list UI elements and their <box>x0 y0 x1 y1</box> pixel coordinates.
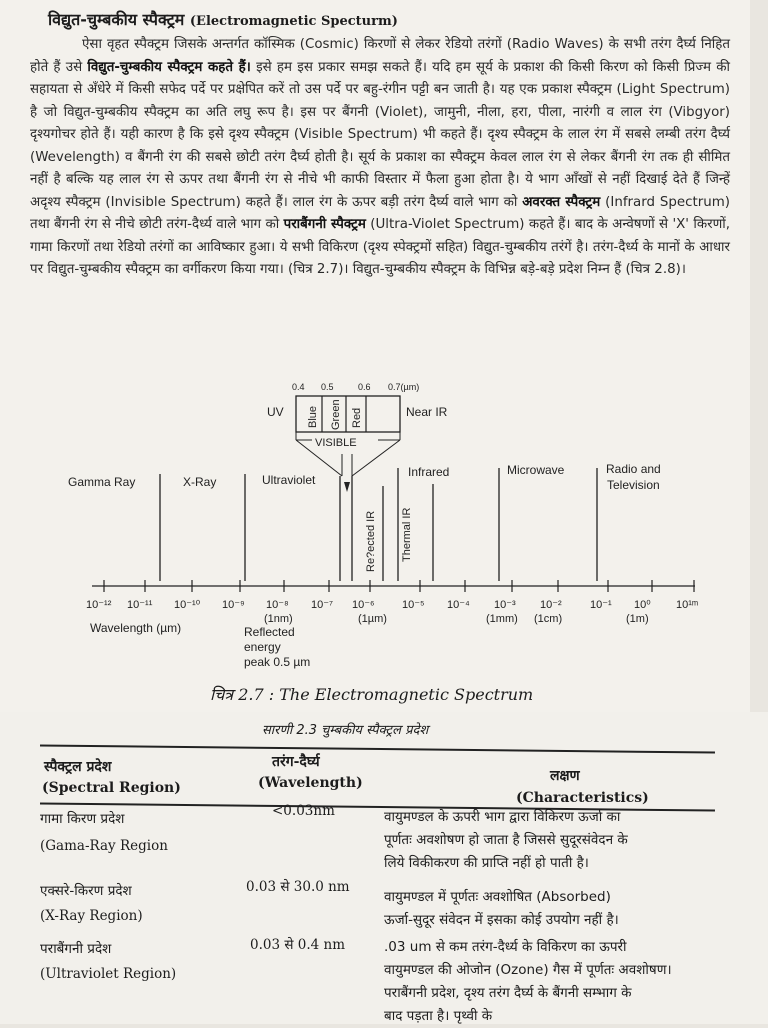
axis-tick-label: 10⁻⁶ <box>352 599 375 611</box>
region-name-hi: गामा किरण प्रदेश <box>40 811 125 827</box>
row-xray-region <box>40 880 143 928</box>
char-line: पूर्णतः अवशोषण हो जाता है जिससे सुदूरसंवेदन के <box>384 832 628 848</box>
axis-tick-label: 10⁻¹ <box>590 599 612 611</box>
axis-tick-label: 10⁰ <box>634 599 651 611</box>
char-line: वायुमण्डल में पूर्णतः अवशोषित (Absorbed) <box>384 889 611 905</box>
row-uv-region <box>40 938 176 986</box>
char-line: पराबैंगनी प्रदेश, दृश्य तरंग दैर्घ्य के बैंगनी सम्भाग के <box>384 985 632 1001</box>
para-text-2: इसे हम इस प्रकार समझ सकते हैं। यदि हम सूर्य के प्रकाश की किसी किरण को किसी प्रिज्म की सहायता से अँधेरे में किसी सफेद पर्दे पर प्रक्षेपित करें तो उस पर्दे पर बहु-रंगीन पट्टी बन जाती है। यह एक प्रकाश स्पैक्ट्रम (Light Spectrum) है जो विद्युत-चुम्बकीय स्पैक्ट्रम का अति लघु रूप है। इस पर बैंगनी (Violet), जामुनी, नीला, हरा, पीला, नारंगी व लाल रंग (Vibgyor) दृश्यगोचर होते हैं। यही कारण है कि इसे दृश्य स्पैक्ट्रम (Visible Spectrum) भी कहते हैं। दृश्य स्पैक्ट्रम के लाल रंग में सबसे लम्बी तरंग दैर्घ्य (Wevelength) व बैंगनी रंग की सबसे छोटी तरंग दैर्घ्य होती है। सूर्य के प्रकाश का स्पैक्ट्रम केवल लाल रंग से लेकर बैंगनी रंग तक ही सीमित नहीं है बल्कि यह लाल रंग से ऊपर तथा बैंगनी रंग से नीचे भी काफी विस्तार में फैला हुआ होता है। ये भाग आँखों से नहीं दिखाई देते हैं जिन्हें अदृश्य स्पैक्ट्रम (Invisible Spectrum) कहते हैं। लाल रंग के ऊपर बड़ी तरंग दैर्घ्य वाले भाग को <box>30 59 730 210</box>
sub-label-1cm: (1cm) <box>534 613 563 625</box>
row-uv-characteristics <box>384 936 672 1028</box>
near-ir-label: Near IR <box>406 405 448 419</box>
para-text-1: ऐसा वृहत स्पैक्ट्रम जिसके अन्तर्गत कॉस्मिक (Cosmic) किरणों से लेकर रेडियो तरंगों (Radio Waves) के सभी तरंग दैर्घ्य निहित होते हैं उसे <box>30 37 730 75</box>
row-gamma-wavelength: <0.03nm <box>272 803 335 819</box>
para-bold-2: अवरक्त स्पैक्ट्रम <box>522 194 601 210</box>
region-radio-1: Radio and <box>606 462 661 476</box>
header-characteristics-hi: लक्षण <box>550 768 580 784</box>
axis-tick-label: 10⁻⁴ <box>447 599 470 611</box>
body-paragraph <box>30 34 730 282</box>
char-line: वायुमण्डल के ऊपरी भाग द्वारा विकिरण ऊर्जा का <box>384 809 621 825</box>
axis-tick-label: 10⁻¹² <box>86 599 112 611</box>
uv-label: UV <box>267 405 284 419</box>
header-region-en: (Spectral Region) <box>42 780 181 796</box>
axis-tick-label: 10⁻⁷ <box>311 599 334 611</box>
top-tick-07: 0.7(µm) <box>388 382 420 392</box>
char-line: ऊर्जा-सुदूर संवेदन में इसका कोई उपयोग नहीं है। <box>384 912 619 928</box>
region-ultraviolet: Ultraviolet <box>262 473 316 487</box>
sub-label-1nm: (1nm) <box>264 613 293 625</box>
header-characteristics-en: (Characteristics) <box>516 790 649 806</box>
reflected-ir-label: Re?ected IR <box>365 510 377 572</box>
region-separators <box>160 468 597 581</box>
thermal-ir-label: Thermal IR <box>401 507 413 562</box>
sub-label-1mm: (1mm) <box>486 613 518 625</box>
axis-tick-label: 10⁻⁸ <box>266 599 289 611</box>
char-line: वायुमण्डल की ओजोन (Ozone) गैस में पूर्णतः अवशोषण। <box>384 962 672 978</box>
reflected-note-3: peak 0.5 µm <box>244 655 311 669</box>
region-name-hi: पराबैंगनी प्रदेश <box>40 941 112 957</box>
sub-label-1um: (1µm) <box>358 613 387 625</box>
row-xray-wavelength: 0.03 से 30.0 nm <box>246 879 350 895</box>
para-bold-3: पराबैंगनी स्पैक्ट्रम <box>283 217 366 232</box>
region-microwave: Microwave <box>507 463 565 477</box>
sub-label-1m: (1m) <box>626 613 649 625</box>
top-tick-06: 0.6 <box>358 382 371 392</box>
visible-arrow-icon <box>344 482 350 492</box>
axis-tick-labels <box>86 599 698 611</box>
region-name-en: (Gama-Ray Region <box>40 838 168 854</box>
para-bold-1: विद्युत-चुम्बकीय स्पैक्ट्रम कहते हैं। <box>87 59 251 75</box>
char-line: .03 um से कम तरंग-दैर्ध्य के विकिरण का ऊपरी <box>384 939 627 955</box>
table-title: सारणी 2.3 चुम्बकीय स्पैक्ट्रल प्रदेश <box>262 723 429 738</box>
axis-tick-label: 10⁻³ <box>494 599 516 611</box>
region-infrared: Infrared <box>408 465 450 479</box>
header-region-hi: स्पैक्ट्रल प्रदेश <box>44 759 112 775</box>
reflected-note-1: Reflected <box>244 625 295 639</box>
band-blue: Blue <box>307 405 319 428</box>
char-line: लिये विकीकरण की प्राप्ति नहीं हो पाती है। <box>384 855 589 871</box>
region-name-hi: एक्सरे-किरण प्रदेश <box>40 883 132 899</box>
para-text-3: (Infrard Spectrum) तथा बैंगनी रंग से नीचे छोटी तरंग-दैर्ध्य वाले भाग को <box>30 194 730 232</box>
region-radio-2: Television <box>607 478 660 492</box>
band-green: Green <box>330 399 342 430</box>
row-gamma-characteristics <box>384 806 628 875</box>
visible-label: VISIBLE <box>315 437 357 449</box>
axis-tick-label: 10⁻¹¹ <box>127 599 153 611</box>
top-tick-04: 0.4 <box>292 382 305 392</box>
header-wavelength-en: (Wavelength) <box>258 775 363 791</box>
para-text-4: (Ultra-Violet Spectrum) कहते हैं। बाद के अन्वेषणों से 'X' किरणों, गामा किरणों तथा रेडियो तरंगों का आविष्कार हुआ। ये सभी विकिरण (दृश्य स्पेक्ट्रमों सहित) विद्युत-चुम्बकीय तरंगें है। तरंग-दैर्ध्य के मानों के आधार पर विद्युत-चुम्बकीय स्पैक्ट्रम का वर्गीकरण किया गया। (चित्र 2.7)। विद्युत-चुम्बकीय स्पैक्ट्रम के विभिन्न बड़े-बड़े प्रदेश निम्न हैं (चित्र 2.8)। <box>30 217 731 277</box>
band-red: Red <box>351 407 363 428</box>
region-name-en: (X-Ray Region) <box>40 908 143 924</box>
row-uv-wavelength: 0.03 से 0.4 nm <box>250 937 346 953</box>
axis-tick-label: 10⁻¹⁰ <box>174 599 201 611</box>
region-name-en: (Ultraviolet Region) <box>40 966 177 982</box>
axis-title: Wavelength (µm) <box>90 621 182 635</box>
region-xray: X-Ray <box>183 475 217 489</box>
axis-tick-label: 10¹ᵐ <box>676 599 699 611</box>
axis-tick-label: 10⁻⁹ <box>222 599 245 611</box>
top-tick-05: 0.5 <box>321 382 334 392</box>
header-wavelength-hi: तरंग-दैर्घ्य <box>272 754 320 770</box>
section-heading <box>48 8 398 30</box>
spectrum-diagram <box>40 376 720 676</box>
spectrum-figure <box>40 376 720 680</box>
heading-english: (Electromagnetic Specturm) <box>189 14 398 29</box>
reflected-note-2: energy <box>244 640 281 654</box>
char-line: बाद पड़ता है। पृथ्वी के <box>384 1008 493 1024</box>
region-gamma: Gamma Ray <box>68 475 136 489</box>
row-xray-characteristics <box>384 886 619 932</box>
heading-hindi: विद्युत-चुम्बकीय स्पैक्ट्रम <box>48 10 185 29</box>
row-gamma-region <box>40 808 168 858</box>
axis-tick-label: 10⁻⁵ <box>402 599 425 611</box>
figure-caption: चित्र 2.7 : The Electromagnetic Spectrum <box>210 685 534 704</box>
axis-tick-label: 10⁻² <box>540 599 562 611</box>
